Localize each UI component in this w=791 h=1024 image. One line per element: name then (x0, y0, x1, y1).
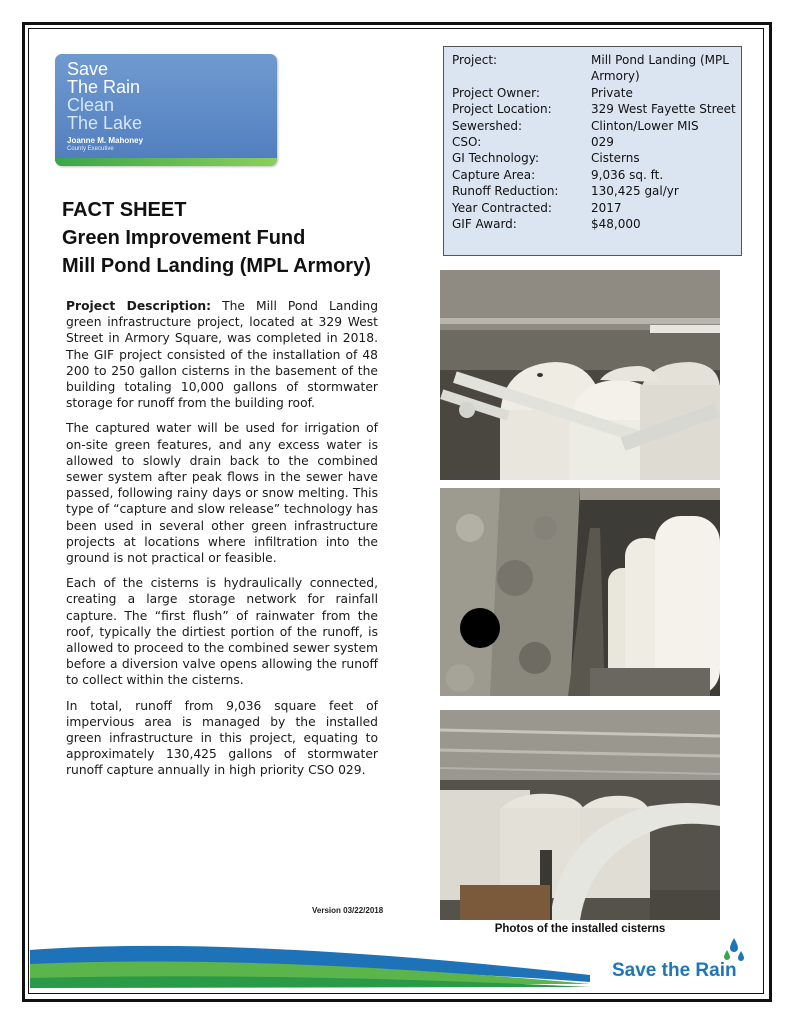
fact-sheet-title (62, 196, 371, 280)
paragraph-2: The captured water will be used for irrigation of on-site green features, and any excess water is allowed to slowly drain back to the combined sewer system after peak flows in the sewer have passed, following rainy days or snow melting. This type of “capture and slow release” technology has been used in several other green infrastructure projects at locations where infiltration into the ground is not practical or feasible. (66, 421, 378, 566)
paragraph-3: Each of the cisterns is hydraulically connected, creating a large storage network for rainfall capture. The “first flush” of rainwater from the roof, typically the dirtiest portion of the runoff, is allowed to proceed to the combined sewer system before a diversion valve opens allowing the runoff to collect within the cisterns. (66, 576, 378, 688)
info-label: Runoff Reduction: (452, 184, 559, 199)
info-label: Sewershed: (452, 118, 523, 133)
info-row-cso (452, 134, 741, 150)
cistern-photo-1 (440, 270, 720, 480)
info-row-project (452, 52, 741, 85)
description-label: Project Description: (66, 299, 212, 313)
logo-line-2: The Rain (67, 77, 141, 97)
save-the-rain-brand: Save the Rain (612, 960, 737, 981)
info-value: 130,425 gal/yr (591, 184, 679, 199)
paragraph-1-text: The Mill Pond Landing green infrastructure project, located at 329 West Street in Armory Square, was completed in 2018. The GIF project consisted of the installation of 48 200 to 250 gallon cisterns in the basement of the building totaling 10,000 gallons of stormwater storage for runoff from the building roof. (66, 299, 378, 411)
logo-executive-name: Joanne M. Mahoney (67, 136, 144, 145)
info-value: Clinton/Lower MIS (591, 118, 699, 133)
footer-swoosh-graphic (30, 940, 630, 990)
save-the-rain-logo (55, 54, 277, 166)
title-line-2: Green Improvement Fund (62, 227, 306, 249)
logo-line-1: Save (67, 59, 109, 79)
cistern-photo-2 (440, 488, 720, 696)
cistern-photo-3 (440, 710, 720, 920)
info-value: 029 (591, 135, 614, 150)
info-value: Cisterns (591, 151, 640, 166)
title-line-1: FACT SHEET (62, 199, 187, 221)
info-value: 9,036 sq. ft. (591, 167, 664, 182)
info-row-year-contracted (452, 200, 741, 216)
project-info-box (443, 46, 742, 256)
info-row-runoff-reduction (452, 183, 741, 199)
title-line-3: Mill Pond Landing (MPL Armory) (62, 255, 371, 277)
info-row-gif-award (452, 216, 741, 232)
info-value: 329 West Fayette Street (591, 102, 736, 117)
paragraph-4: In total, runoff from 9,036 square feet of impervious area is managed by the installed green infrastructure in this project, equating to approximately 130,425 gallons of stormwater runoff capture annually in high priority CSO 029. (66, 698, 378, 778)
info-row-location (452, 101, 741, 117)
info-value: $48,000 (591, 217, 641, 232)
paragraph-1 (66, 298, 378, 411)
info-row-capture-area (452, 167, 741, 183)
info-label: GI Technology: (452, 151, 540, 166)
version-label: Version 03/22/2018 (312, 906, 384, 915)
info-value: 2017 (591, 200, 622, 215)
logo-line-3: Clean (67, 95, 115, 115)
info-label: Project: (452, 53, 498, 67)
project-description (66, 298, 378, 788)
logo-line-4: The Lake (67, 113, 143, 133)
info-row-sewershed (452, 118, 741, 134)
info-label: Project Location: (452, 102, 552, 117)
info-label: Year Contracted: (452, 200, 552, 215)
info-row-owner (452, 85, 741, 101)
logo-green-stripe (55, 158, 277, 166)
info-label: Capture Area: (452, 167, 536, 182)
photo-caption: Photos of the installed cisterns (494, 923, 666, 935)
logo-executive-title: County Executive (67, 146, 114, 152)
info-row-gi-technology (452, 150, 741, 166)
info-value: Private (591, 85, 633, 100)
info-label: CSO: (452, 135, 482, 150)
info-value: Mill Pond Landing (MPL Armory) (591, 53, 729, 84)
raindrop-icon (722, 938, 746, 964)
info-label: GIF Award: (452, 217, 517, 232)
info-label: Project Owner: (452, 85, 540, 100)
